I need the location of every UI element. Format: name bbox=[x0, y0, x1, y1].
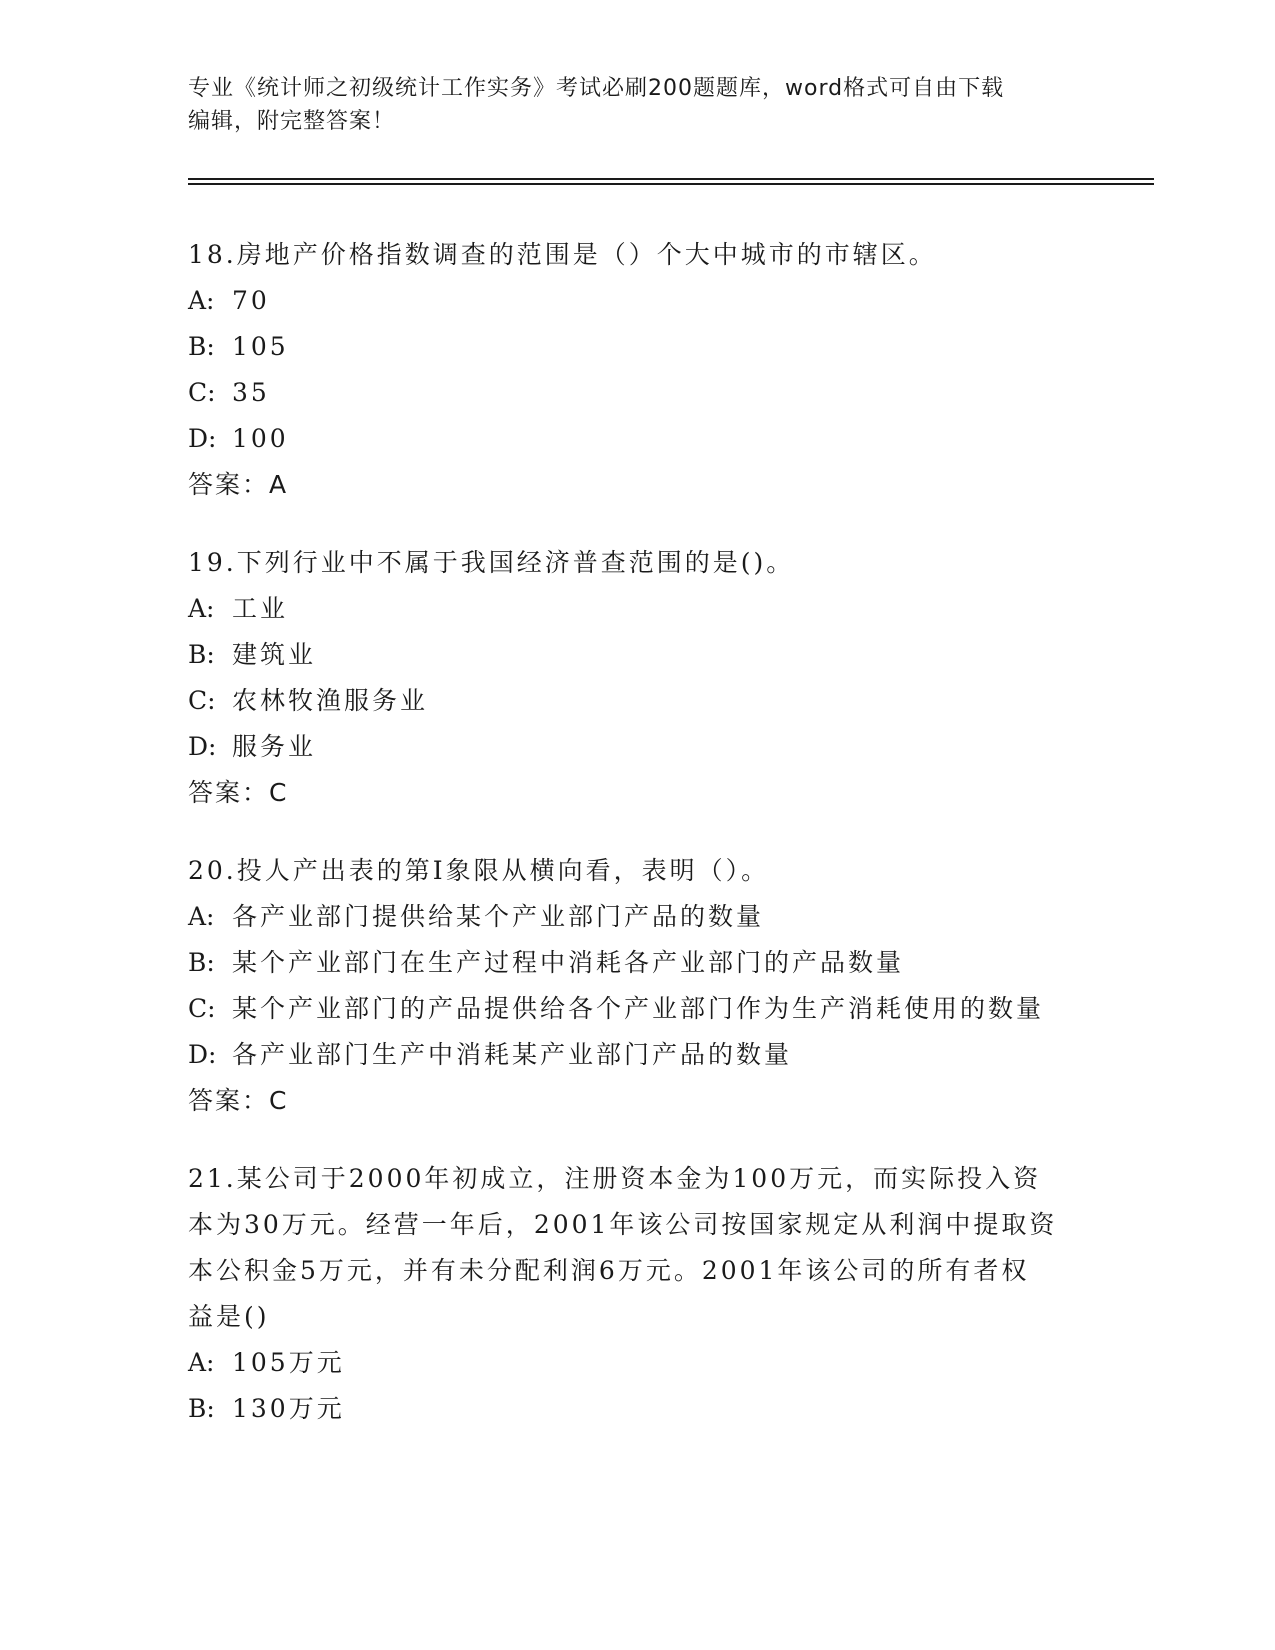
option-letter: A: bbox=[188, 1348, 215, 1377]
option-text: 35 bbox=[232, 378, 270, 407]
answer-line: 答案：C bbox=[188, 778, 289, 807]
option-letter: C: bbox=[188, 378, 216, 407]
option-text: 某个产业部门在生产过程中消耗各产业部门的产品数量 bbox=[232, 948, 905, 977]
option-c bbox=[188, 370, 1088, 416]
option-b bbox=[188, 1386, 1088, 1432]
question-stem-line-3: 本公积金5万元，并有未分配利润6万元。2001年该公司的所有者权 bbox=[188, 1256, 1030, 1285]
option-letter: B: bbox=[188, 332, 215, 361]
option-text: 某个产业部门的产品提供给各个产业部门作为生产消耗使用的数量 bbox=[232, 994, 1045, 1023]
option-a bbox=[188, 586, 1088, 632]
option-text: 105万元 bbox=[232, 1348, 345, 1377]
option-text: 105 bbox=[232, 332, 289, 361]
option-letter: D: bbox=[188, 732, 217, 761]
option-letter: A: bbox=[188, 594, 215, 623]
question-19 bbox=[188, 540, 1088, 816]
option-text: 100 bbox=[232, 424, 289, 453]
header-line-2: 编辑，附完整答案！ bbox=[188, 109, 396, 134]
answer-line: 答案：A bbox=[188, 470, 289, 499]
header-divider-bottom bbox=[188, 183, 1154, 185]
option-text: 服务业 bbox=[232, 732, 317, 761]
question-20 bbox=[188, 848, 1088, 1124]
question-stem: 18.房地产价格指数调查的范围是（）个大中城市的市辖区。 bbox=[188, 240, 937, 269]
question-21 bbox=[188, 1156, 1088, 1432]
option-text: 130万元 bbox=[232, 1394, 345, 1423]
option-b bbox=[188, 632, 1088, 678]
option-letter: C: bbox=[188, 994, 216, 1023]
header-line-1: 专业《统计师之初级统计工作实务》考试必刷200题题库，word格式可自由下载 bbox=[188, 76, 1005, 101]
option-letter: B: bbox=[188, 640, 215, 669]
option-c bbox=[188, 986, 1088, 1032]
question-stem-line-4: 益是() bbox=[188, 1302, 270, 1331]
option-text: 工业 bbox=[232, 594, 289, 623]
option-d bbox=[188, 416, 1088, 462]
option-text: 建筑业 bbox=[232, 640, 317, 669]
option-text: 各产业部门生产中消耗某产业部门产品的数量 bbox=[232, 1040, 793, 1069]
document-header bbox=[188, 72, 1088, 138]
option-a bbox=[188, 894, 1088, 940]
question-stem: 20.投人产出表的第Ⅰ象限从横向看，表明（）。 bbox=[188, 856, 770, 885]
question-stem-line-1: 21.某公司于2000年初成立，注册资本金为100万元，而实际投入资 bbox=[188, 1164, 1042, 1193]
option-letter: A: bbox=[188, 286, 215, 315]
header-divider-top bbox=[188, 178, 1154, 180]
question-18 bbox=[188, 232, 1088, 508]
question-stem-line-2: 本为30万元。经营一年后，2001年该公司按国家规定从利润中提取资 bbox=[188, 1210, 1058, 1239]
option-text: 70 bbox=[232, 286, 270, 315]
question-list bbox=[188, 232, 1088, 1464]
option-letter: C: bbox=[188, 686, 216, 715]
option-b bbox=[188, 940, 1088, 986]
option-d bbox=[188, 724, 1088, 770]
question-stem: 19.下列行业中不属于我国经济普查范围的是()。 bbox=[188, 548, 795, 577]
option-b bbox=[188, 324, 1088, 370]
option-a bbox=[188, 278, 1088, 324]
answer-line: 答案：C bbox=[188, 1086, 289, 1115]
option-letter: B: bbox=[188, 1394, 215, 1423]
option-d bbox=[188, 1032, 1088, 1078]
option-letter: D: bbox=[188, 1040, 217, 1069]
option-letter: D: bbox=[188, 424, 217, 453]
option-letter: B: bbox=[188, 948, 215, 977]
option-a bbox=[188, 1340, 1088, 1386]
option-c bbox=[188, 678, 1088, 724]
option-text: 各产业部门提供给某个产业部门产品的数量 bbox=[232, 902, 765, 931]
option-text: 农林牧渔服务业 bbox=[232, 686, 429, 715]
option-letter: A: bbox=[188, 902, 215, 931]
